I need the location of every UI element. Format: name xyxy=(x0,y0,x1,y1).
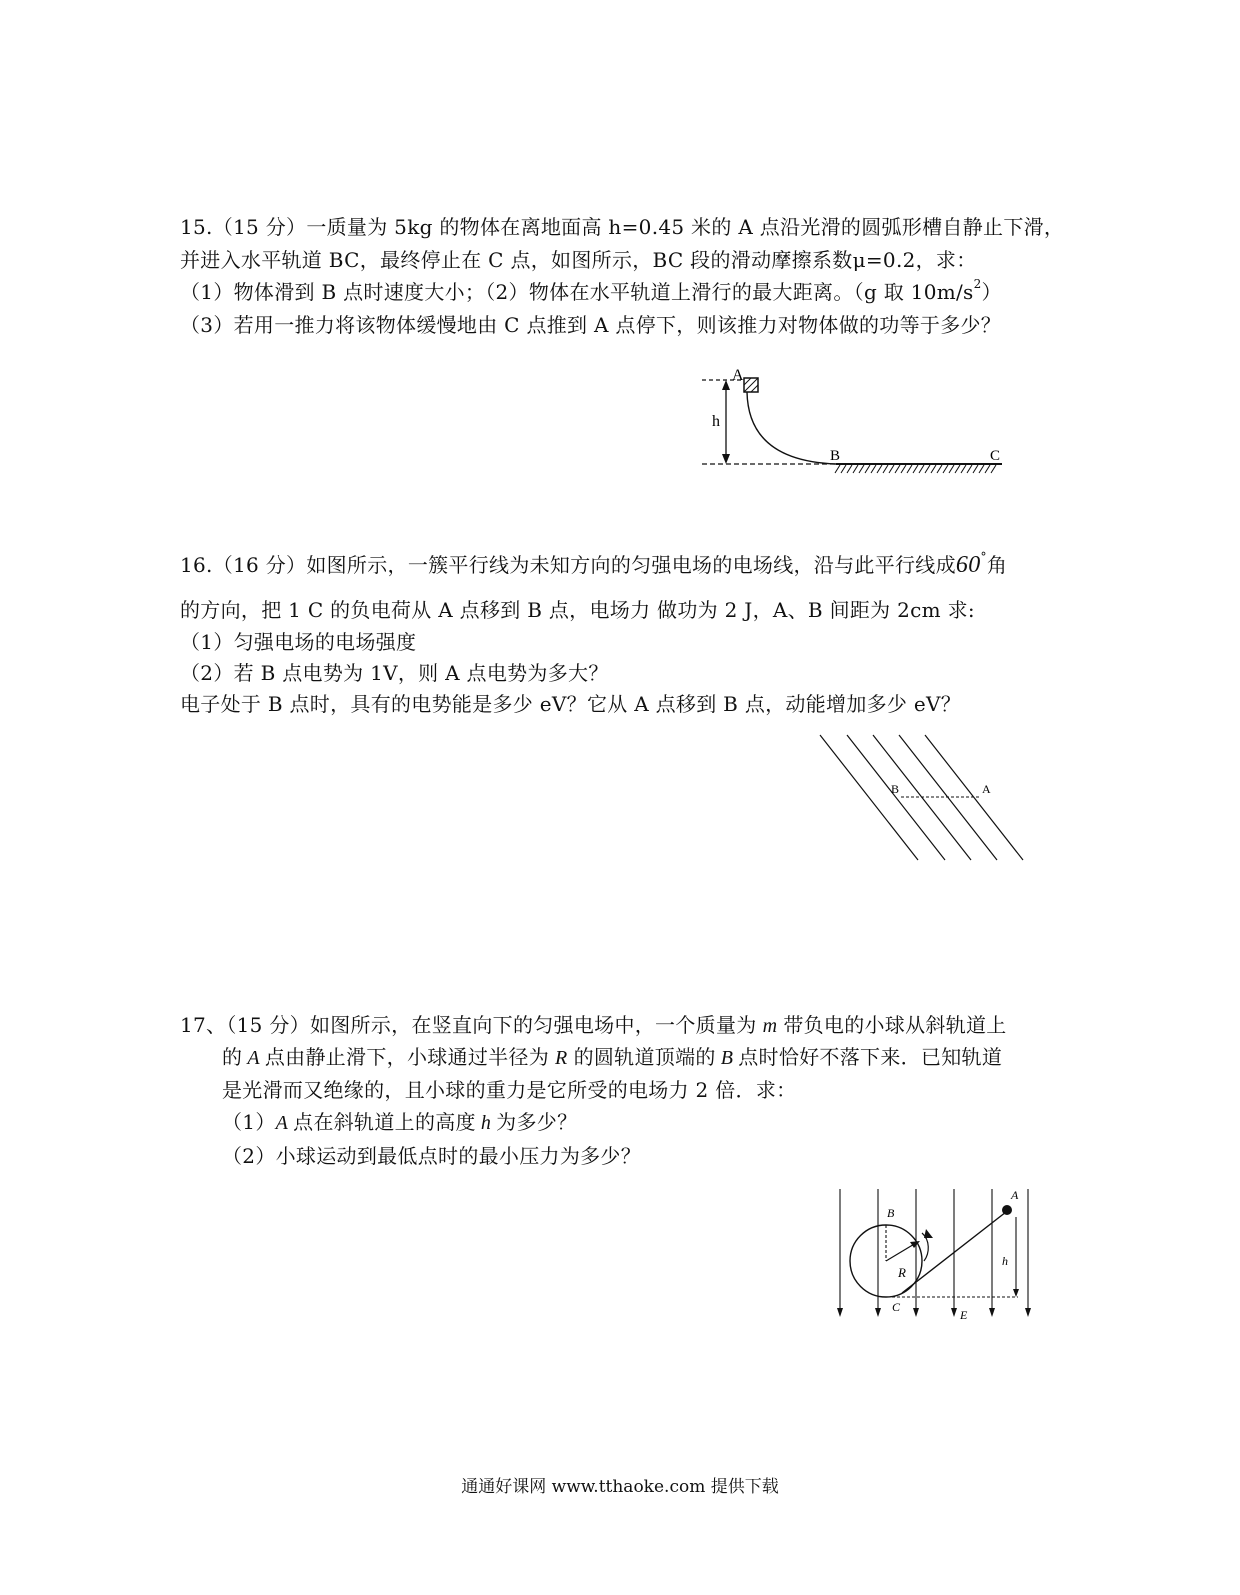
q15-line-3-sup: 2 xyxy=(973,277,982,291)
field-arrowhead xyxy=(951,1308,957,1317)
hatch-mark xyxy=(973,465,978,473)
label-r: R xyxy=(898,1265,906,1280)
q17-line-1-end: 带负电的小球从斜轨道上 xyxy=(783,1013,1007,1037)
hatch-mark xyxy=(961,465,966,473)
footer: 通通好课网 www.tthaoke.com 提供下载 xyxy=(461,1477,779,1497)
hatch-mark xyxy=(865,465,870,473)
q17-line-4-h: h xyxy=(480,1112,492,1134)
hatch-mark xyxy=(985,465,990,473)
q17-line-4-c: 为多少？ xyxy=(496,1110,578,1134)
q17-line-4-b: 点在斜轨道上的高度 xyxy=(293,1110,476,1134)
q15-line-3 xyxy=(180,277,1002,307)
hatch-mark xyxy=(889,465,894,473)
q16-figure xyxy=(815,730,1030,865)
height-arrow-down xyxy=(722,454,730,464)
label-b: B xyxy=(891,782,900,796)
q17-line-2-c: 的圆轨道顶端的 xyxy=(573,1045,716,1069)
q15-line-3-text: （1）物体滑到 B 点时速度大小；（2）物体在水平轨道上滑行的最大距离。（g 取 10m/s xyxy=(180,280,974,304)
hatch-mark xyxy=(919,465,924,473)
ball xyxy=(1002,1205,1012,1215)
label-c: C xyxy=(892,1300,901,1314)
field-arrowhead xyxy=(1025,1308,1031,1317)
q16-line-4: （2）若 B 点电势为 1V，则 A 点电势为多大？ xyxy=(180,661,609,685)
q17-line-4-A: A xyxy=(275,1112,289,1134)
q16-angle: 60 xyxy=(955,552,981,578)
hatch-mark xyxy=(931,465,936,473)
hatch-mark xyxy=(847,465,852,473)
hatch-mark xyxy=(871,465,876,473)
q15-line-1: 15.（15 分）一质量为 5kg 的物体在离地面高 h=0.45 米的 A 点沿光滑的圆弧形槽自静止下滑， xyxy=(180,215,1065,239)
q15-line-2: 并进入水平轨道 BC，最终停止在 C 点，如图所示，BC 段的滑动摩擦系数μ=0.2，求： xyxy=(180,248,977,272)
label-h: h xyxy=(712,413,720,430)
hatch-mark xyxy=(841,465,846,473)
hatch-mark xyxy=(853,465,858,473)
hatch-mark xyxy=(991,465,996,473)
q17-line-2-R: R xyxy=(555,1047,568,1069)
hatch-mark xyxy=(859,465,864,473)
field-arrowhead xyxy=(837,1308,843,1317)
hatch-mark xyxy=(955,465,960,473)
q16-line-1 xyxy=(180,550,1007,580)
hatch-mark xyxy=(979,465,984,473)
field-arrowhead xyxy=(989,1308,995,1317)
q17-line-5: （2）小球运动到最低点时的最小压力为多少？ xyxy=(222,1144,642,1168)
label-c: C xyxy=(990,448,1001,464)
q17-line-1 xyxy=(180,1010,1007,1041)
q17-line-2-d: 点时恰好不落下来．已知轨道 xyxy=(738,1045,1003,1069)
hatch-mark xyxy=(937,465,942,473)
q16-degree: ° xyxy=(980,550,987,564)
q17-line-2 xyxy=(222,1042,1002,1073)
hatch-mark xyxy=(895,465,900,473)
q17-line-2-B: B xyxy=(720,1047,734,1069)
q17-line-4-a: （1） xyxy=(222,1110,276,1134)
field-arrowhead xyxy=(913,1308,919,1317)
label-a: A xyxy=(732,367,744,384)
q17-figure xyxy=(830,1185,1035,1325)
radius-arrow xyxy=(886,1243,916,1261)
label-a: A xyxy=(1011,1188,1019,1202)
label-a: A xyxy=(982,782,991,796)
q15-line-3-end: ） xyxy=(981,280,1002,304)
hatch-mark xyxy=(901,465,906,473)
q17-m: m xyxy=(762,1015,778,1037)
q17-line-3: 是光滑而又绝缘的，且小球的重力是它所受的电场力 2 倍．求： xyxy=(222,1078,797,1102)
hatch-mark xyxy=(835,465,840,473)
label-b: B xyxy=(887,1206,895,1220)
q16-line-1-pre: 16.（16 分）如图所示，一簇平行线为未知方向的匀强电场的电场线，沿与此平行线成 xyxy=(180,553,956,577)
field-lines xyxy=(837,1189,1031,1317)
hatch-mark xyxy=(907,465,912,473)
q16-line-3: （1）匀强电场的电场强度 xyxy=(180,630,417,654)
ground-hatch xyxy=(835,465,996,473)
field-line-2 xyxy=(847,735,945,860)
arc-track xyxy=(747,392,836,464)
hatch-mark xyxy=(967,465,972,473)
hatch-mark xyxy=(913,465,918,473)
label-h: h xyxy=(1002,1254,1008,1268)
q17-line-4 xyxy=(222,1107,577,1138)
q17-line-1-text: 17、（15 分）如图所示，在竖直向下的匀强电场中，一个质量为 xyxy=(180,1013,757,1037)
q15-figure xyxy=(690,360,1020,480)
q16-line-1-post: 角 xyxy=(986,553,1008,577)
q17-line-2-b: 点由静止滑下，小球通过半径为 xyxy=(264,1045,550,1069)
q17-line-2-A: A xyxy=(247,1047,260,1069)
q17-line-2-a: 的 xyxy=(222,1045,243,1069)
hatch-mark xyxy=(943,465,948,473)
hatch-mark xyxy=(877,465,882,473)
height-arrow-up xyxy=(722,380,730,390)
label-e: E xyxy=(960,1308,968,1322)
label-b: B xyxy=(830,448,841,464)
field-arrowhead xyxy=(875,1308,881,1317)
hatch-mark xyxy=(883,465,888,473)
q16-line-2: 的方向，把 1 C 的负电荷从 A 点移到 B 点，电场力 做功为 2 J，A、B 间距为 2cm 求: xyxy=(180,598,975,622)
q15-line-4: （3）若用一推力将该物体缓慢地由 C 点推到 A 点停下，则该推力对物体做的功等于多少？ xyxy=(180,313,1002,337)
hatch-mark xyxy=(925,465,930,473)
hatch-mark xyxy=(949,465,954,473)
q16-line-5: 电子处于 B 点时，具有的电势能是多少 eV？它从 A 点移到 B 点，动能增加多少 eV？ xyxy=(180,692,962,716)
